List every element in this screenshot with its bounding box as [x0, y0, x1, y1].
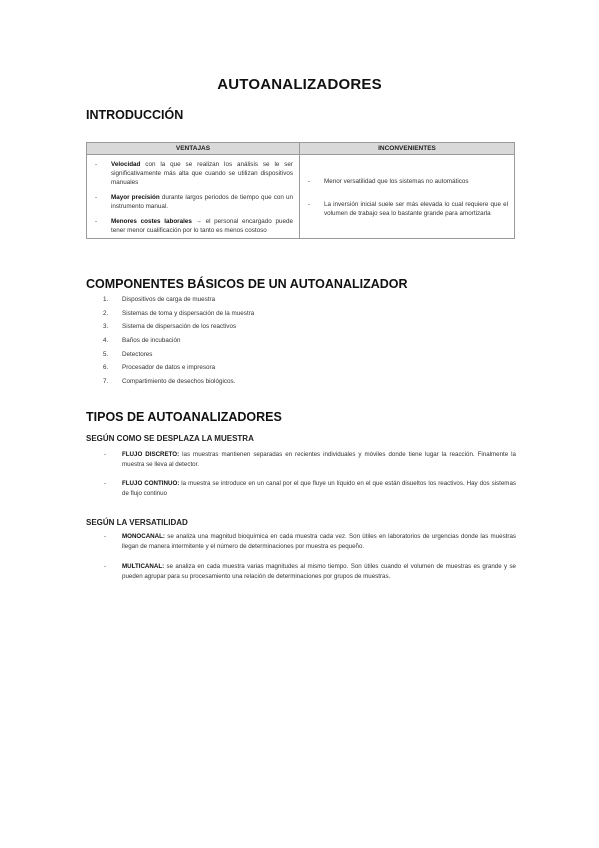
- list-item-text: Compartimiento de desechos biológicos.: [122, 378, 236, 386]
- section-heading-introduccion: INTRODUCCIÓN: [86, 108, 184, 122]
- header-inconvenientes: INCONVENIENTES: [300, 143, 515, 155]
- list-number: 2.: [103, 309, 109, 317]
- list-item-body: se analiza en cada muestra varias magnitudes al mismo tiempo. Son útiles cuando el volumen de muestras es grande y se pueden agrupar para su procesamiento una relación de determinaciones por grupos de muestras.: [122, 563, 516, 580]
- section-heading-componentes: COMPONENTES BÁSICOS DE UN AUTOANALIZADOR: [86, 277, 408, 291]
- list-item: [103, 310, 254, 324]
- list-item-text: [111, 193, 293, 211]
- bullet: -: [95, 218, 98, 225]
- list-item-text: [111, 217, 293, 235]
- list-item: [91, 217, 293, 235]
- table-header-row: [87, 143, 515, 155]
- list-item: [103, 351, 254, 365]
- list-item-text: Sistemas de toma y dispersación de la muestra: [122, 309, 255, 317]
- list-item-text: Dispositivos de carga de muestra: [122, 296, 216, 303]
- list-item-body: se analiza una magnitud bioquímica en cada muestra cada vez. Son útiles en laboratorios de urgencias donde las muestras llegan de manera intermitente y el número de determinaciones por muestra es pequeño.: [122, 533, 516, 550]
- list-item-text: [111, 160, 293, 187]
- list-item-bold: MULTICANAL:: [122, 563, 165, 570]
- ventajas-cell: [87, 155, 300, 239]
- list-item-text: La inversión inicial suele ser más elevada lo cual requiere que el volumen de trabajo sea lo bastante grande para amortizarla: [324, 201, 508, 217]
- list-item: [103, 323, 254, 337]
- list-item-text: [122, 479, 516, 499]
- bullet: -: [104, 451, 107, 458]
- list-item-text: Baños de incubación: [122, 337, 181, 345]
- list-item: [103, 378, 254, 392]
- bullet: -: [104, 533, 107, 540]
- list-item: [104, 532, 516, 552]
- components-list: [103, 296, 254, 392]
- list-item: [304, 200, 508, 218]
- list-item-text: [122, 532, 516, 552]
- list-item: [103, 296, 254, 310]
- list-item-bold: FLUJO DISCRETO:: [122, 451, 180, 458]
- header-ventajas: VENTAJAS: [87, 143, 300, 155]
- bullet: -: [104, 563, 107, 570]
- list-item-body: con la que se realizan los análisis se le ser significativamente más alta que cuando se utilizan dispositivos manuales: [111, 161, 293, 186]
- list-item-bold: Mayor precisión: [111, 194, 160, 201]
- list-item: [104, 562, 516, 582]
- list-item: [103, 364, 254, 378]
- list-item-bold: Menores costes laborales: [111, 218, 192, 225]
- list-item: [103, 337, 254, 351]
- list-item-body: durante largos periodos de tiempo que con un instrumento manual.: [111, 194, 293, 210]
- list-number: 6.: [103, 364, 109, 372]
- bullet: -: [308, 201, 311, 208]
- list-item-text: Sistema de dispersación de los reactivos: [122, 323, 237, 331]
- list-item-text: [122, 562, 516, 582]
- bullet: -: [95, 161, 98, 168]
- document-title: AUTOANALIZADORES: [217, 76, 382, 93]
- list-number: 4.: [103, 337, 109, 345]
- list-item-text: Detectores: [122, 350, 153, 358]
- list-item-bold: Velocidad: [111, 161, 141, 168]
- subheading-versatilidad: SEGÚN LA VERSATILIDAD: [86, 518, 188, 527]
- list-item-text: Menor versatilidad que los sistemas no automáticos: [324, 178, 469, 185]
- multicanal-item: [104, 562, 516, 582]
- list-item: [304, 177, 508, 186]
- list-item-body: las muestras mantienen separadas en recientes individuales y móviles donde tiene lugar la reacción. Finalmente la muestra se lleva al detector.: [122, 451, 516, 468]
- list-number: 1.: [103, 296, 109, 303]
- list-item: [91, 193, 293, 211]
- bullet: -: [308, 178, 311, 185]
- list-number: 7.: [103, 378, 109, 386]
- list-number: 3.: [103, 323, 109, 331]
- list-number: 5.: [103, 350, 109, 358]
- list-item-text: Procesador de datos e impresora: [122, 364, 216, 372]
- inconvenientes-cell: [300, 155, 515, 239]
- list-item-body: → el personal encargado puede tener menor cualificación por lo tanto es menos costoso: [111, 218, 293, 234]
- table-row: [87, 155, 515, 239]
- flujo-discreto-item: [104, 450, 516, 470]
- monocanal-item: [104, 532, 516, 552]
- list-item-body: la muestra se introduce en un canal por el que fluye un líquido en el que están disueltos los reactivos. Hay dos sistemas de flujo continuo: [122, 480, 516, 497]
- list-item-bold: MONOCANAL:: [122, 533, 165, 540]
- list-item: [104, 479, 516, 499]
- ventajas-inconvenientes-table: [86, 142, 515, 239]
- bullet: -: [104, 480, 107, 487]
- section-heading-tipos: TIPOS DE AUTOANALIZADORES: [86, 410, 282, 424]
- bullet: -: [95, 194, 98, 201]
- list-item-bold: FLUJO CONTINUO:: [122, 480, 180, 487]
- flujo-continuo-item: [104, 479, 516, 499]
- subheading-desplazamiento: SEGÚN COMO SE DESPLAZA LA MUESTRA: [86, 434, 254, 443]
- list-item-text: [122, 450, 516, 470]
- list-item: [91, 160, 293, 187]
- list-item: [104, 450, 516, 470]
